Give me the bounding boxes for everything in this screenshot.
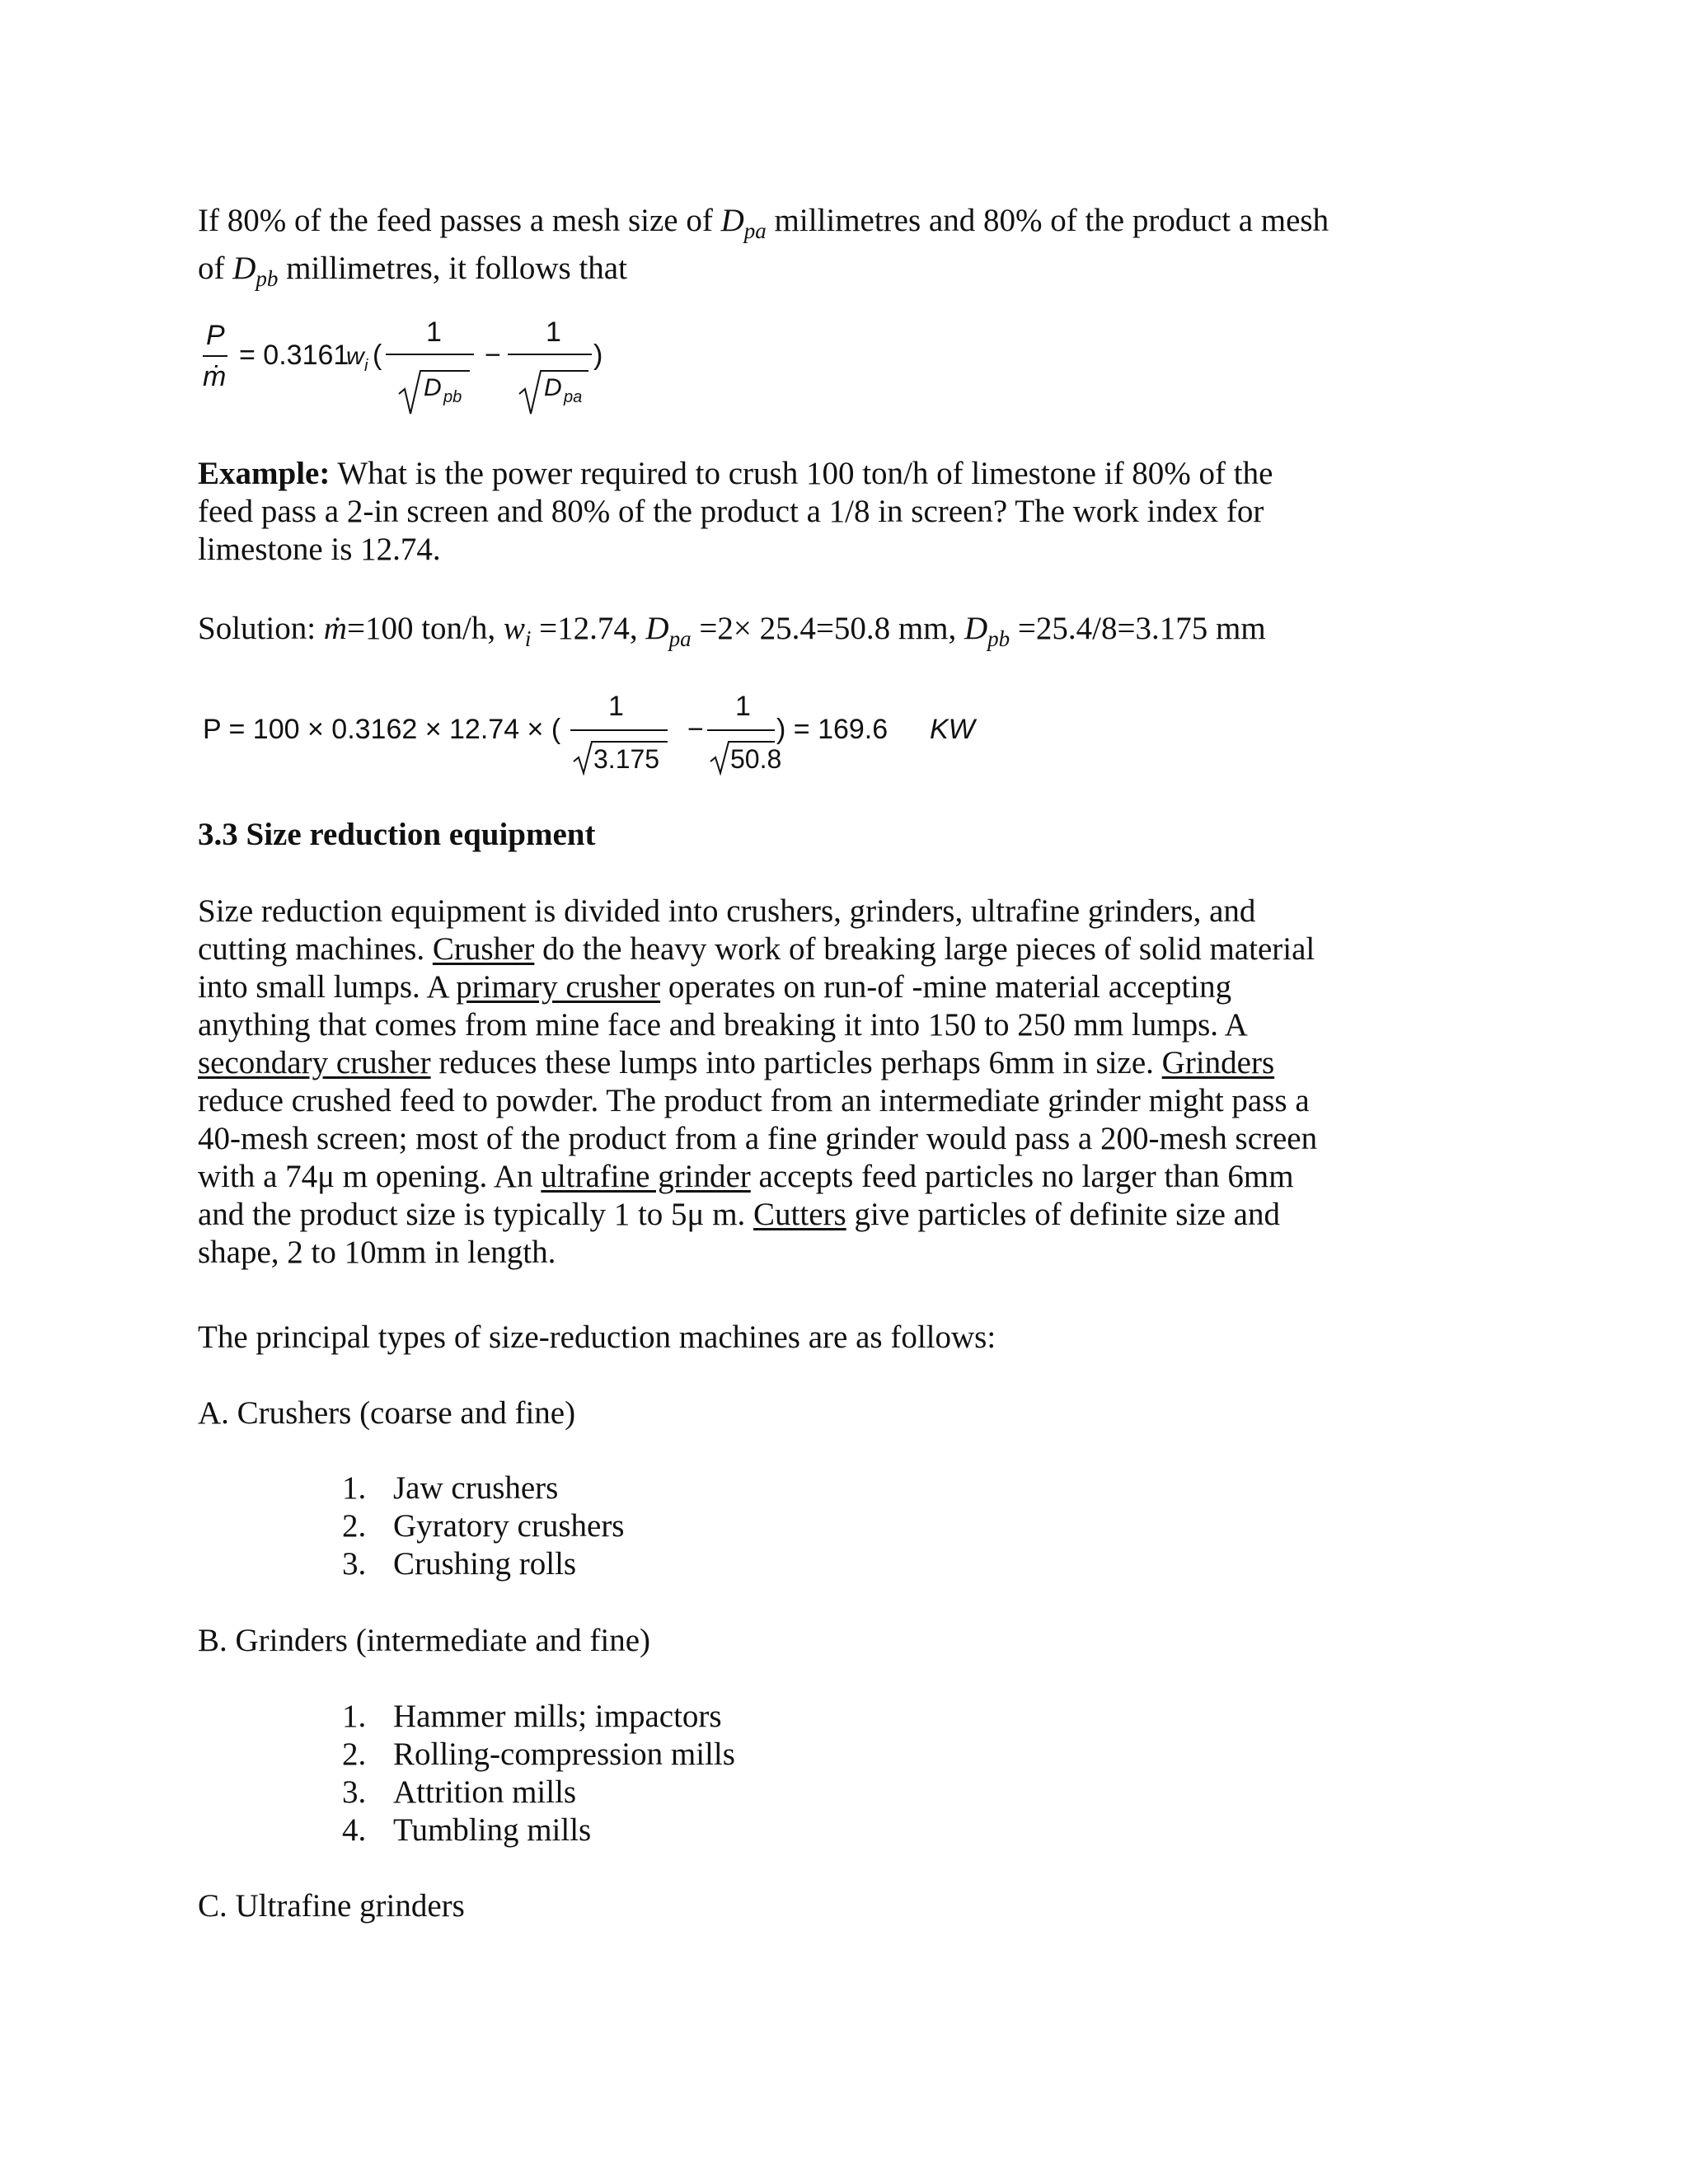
example-label: Example: bbox=[198, 456, 331, 491]
text: do the heavy work of breaking large pieces of solid material into small lumps. A bbox=[198, 931, 1315, 1005]
example-paragraph bbox=[198, 455, 1335, 569]
grinders-list bbox=[342, 1698, 735, 1849]
symbol-d: D bbox=[232, 251, 256, 286]
text: operates on run-of -mine material accepting anything that comes from mine face and breaking it into 150 to 250 mm lumps. A bbox=[198, 969, 1246, 1043]
formula-w: w bbox=[346, 343, 364, 370]
list-label: Crushing rolls bbox=[393, 1546, 577, 1582]
list-number: 2. bbox=[342, 1736, 367, 1772]
section-b-title: B. Grinders (intermediate and fine) bbox=[198, 1623, 651, 1658]
subscript: pb bbox=[256, 266, 279, 291]
text: accepts feed particles no larger than 6mm and the product size is typically 1 to 5μ m. bbox=[198, 1159, 1294, 1232]
power-calculation-formula bbox=[198, 684, 1006, 783]
list-item bbox=[342, 1811, 735, 1849]
list-label: Jaw crushers bbox=[393, 1470, 559, 1506]
formula-one-b: 1 bbox=[546, 316, 561, 348]
list-label: Hammer mills; impactors bbox=[393, 1699, 722, 1734]
formula-minus: − bbox=[485, 340, 501, 371]
section-heading: 3.3 Size reduction equipment bbox=[198, 817, 596, 852]
list-item bbox=[342, 1545, 624, 1583]
list-number: 1. bbox=[342, 1470, 367, 1506]
text: =100 ton/h, bbox=[346, 611, 504, 646]
section-c-title: C. Ultrafine grinders bbox=[198, 1888, 465, 1924]
formula-mdot: ṁ bbox=[203, 361, 227, 392]
formula-one-a: 1 bbox=[426, 316, 442, 348]
formula2-lhs: P = 100 × 0.3162 × 12.74 × ( bbox=[203, 714, 561, 745]
symbol-w: w bbox=[503, 611, 525, 646]
size-reduction-paragraph bbox=[198, 893, 1348, 1272]
formula-d-a: D bbox=[424, 374, 442, 401]
bond-formula bbox=[198, 313, 643, 420]
term-crusher: Crusher bbox=[432, 931, 535, 967]
formula2-one-b: 1 bbox=[735, 691, 751, 722]
list-number: 3. bbox=[342, 1774, 367, 1810]
list-item bbox=[342, 1507, 624, 1545]
list-number: 4. bbox=[342, 1812, 367, 1848]
formula-paren-right: ) bbox=[593, 340, 603, 371]
text: =12.74, bbox=[531, 611, 646, 646]
symbol-d: D bbox=[645, 611, 669, 646]
formula-pb: pb bbox=[443, 388, 462, 406]
list-item bbox=[342, 1469, 624, 1507]
example-text: What is the power required to crush 100 ton/h of limestone if 80% of the feed pass a 2-in screen and 80% of the product a 1/8 in screen? The work index for limestone is 12.74. bbox=[198, 456, 1273, 567]
text: give particles of definite size and shape, 2 to 10mm in length. bbox=[198, 1197, 1280, 1270]
symbol-mdot: ṁ bbox=[323, 611, 347, 646]
formula2-minus: − bbox=[687, 714, 704, 745]
term-grinders: Grinders bbox=[1161, 1045, 1275, 1080]
list-number: 3. bbox=[342, 1546, 367, 1582]
term-secondary-crusher: secondary crusher bbox=[198, 1045, 431, 1080]
symbol-d: D bbox=[964, 611, 988, 646]
formula-p: P bbox=[206, 320, 225, 351]
term-cutters: Cutters bbox=[753, 1197, 846, 1232]
list-item bbox=[342, 1736, 735, 1774]
formula-pa: pa bbox=[564, 388, 583, 406]
section-a-title: A. Crushers (coarse and fine) bbox=[198, 1395, 576, 1431]
formula-paren-left: ( bbox=[373, 340, 382, 371]
term-ultrafine-grinder: ultrafine grinder bbox=[541, 1159, 751, 1194]
text: reduces these lumps into particles perhaps 6mm in size. bbox=[430, 1045, 1162, 1080]
text: millimetres, it follows that bbox=[278, 251, 627, 286]
formula2-v2: 50.8 bbox=[730, 744, 782, 774]
list-item bbox=[342, 1774, 735, 1811]
list-number: 1. bbox=[342, 1699, 367, 1734]
list-label: Attrition mills bbox=[393, 1774, 577, 1810]
text: Size reduction equipment is divided into crushers, grinders, ultrafine grinders, and cutting machines. bbox=[198, 893, 1256, 967]
subscript: pa bbox=[668, 626, 692, 651]
formula-wi: i bbox=[364, 357, 368, 375]
subscript: pa bbox=[743, 218, 767, 243]
symbol-d: D bbox=[720, 203, 744, 238]
text: reduce crushed feed to powder. The product from an intermediate grinder might pass a 40-mesh screen; most of the product from a fine grinder would pass a 200-mesh screen with a 74μ m opening. An bbox=[198, 1083, 1318, 1194]
formula-d-b: D bbox=[544, 374, 562, 401]
solution-line bbox=[198, 610, 1266, 658]
formula2-one-a: 1 bbox=[608, 691, 624, 722]
formula-coefficient: = 0.3161 bbox=[239, 340, 349, 371]
list-item bbox=[342, 1698, 735, 1736]
text: millimetres and 80% of the product a mesh of bbox=[198, 203, 1329, 286]
list-label: Tumbling mills bbox=[393, 1812, 592, 1848]
principal-types-paragraph: The principal types of size-reduction machines are as follows: bbox=[198, 1319, 996, 1355]
crushers-list bbox=[342, 1469, 624, 1583]
subscript: i bbox=[524, 626, 532, 651]
text: If 80% of the feed passes a mesh size of bbox=[198, 203, 721, 238]
list-label: Rolling-compression mills bbox=[393, 1736, 735, 1772]
list-number: 2. bbox=[342, 1508, 367, 1544]
formula2-unit: KW bbox=[930, 714, 975, 745]
list-label: Gyratory crushers bbox=[393, 1508, 625, 1544]
subscript: pb bbox=[987, 626, 1010, 651]
text: =2× 25.4=50.8 mm, bbox=[691, 611, 964, 646]
solution-label: Solution: bbox=[198, 611, 324, 646]
formula2-v1: 3.175 bbox=[593, 744, 660, 774]
intro-paragraph bbox=[198, 202, 1335, 298]
term-primary-crusher: primary crusher bbox=[456, 969, 661, 1005]
formula2-rhs: ) = 169.6 bbox=[776, 714, 889, 745]
text: =25.4/8=3.175 mm bbox=[1010, 611, 1266, 646]
